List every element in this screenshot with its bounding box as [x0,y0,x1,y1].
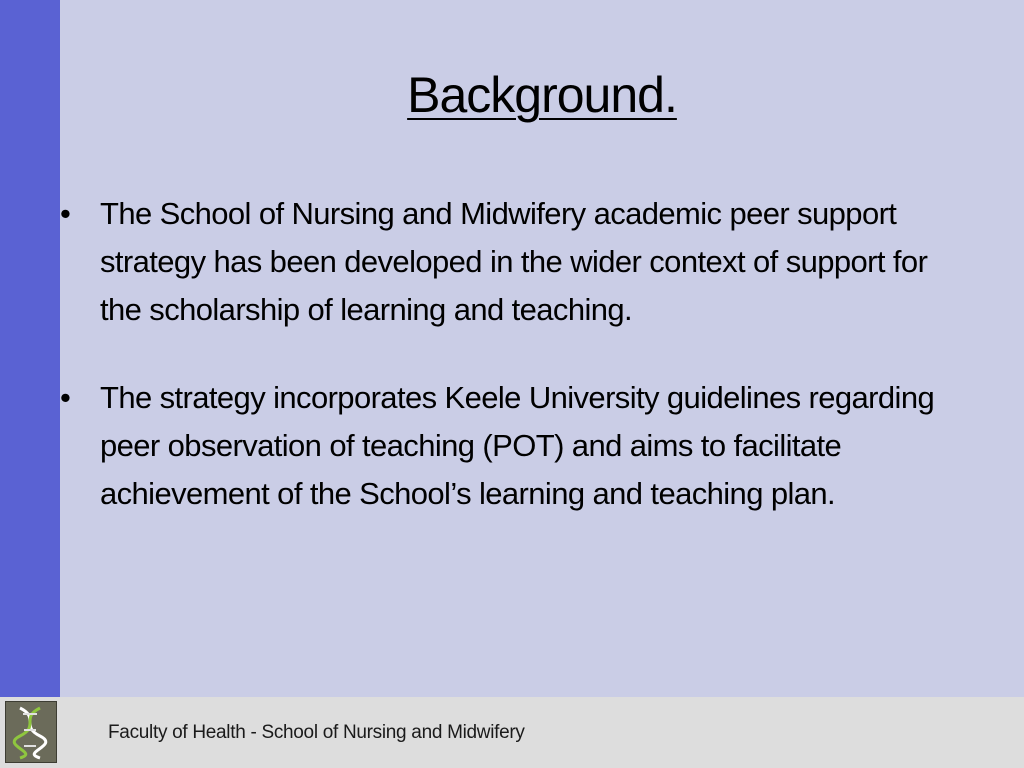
slide-content [60,0,1024,697]
bullet-list [60,190,960,518]
bullet-marker: • [60,380,71,415]
dna-helix-icon [5,701,57,763]
slide-footer [0,697,1024,768]
bullet-text: The School of Nursing and Midwifery academic peer support strategy has been developed in the wider context of support for the scholarship of learning and teaching. [100,196,928,327]
bullet-text: The strategy incorporates Keele University guidelines regarding peer observation of teaching (POT) and aims to facilitate achievement of the School’s learning and teaching plan. [100,380,935,511]
bullet-marker: • [60,196,71,231]
bullet-item [60,374,960,518]
side-accent-bar [0,0,60,697]
footer-label: Faculty of Health - School of Nursing and Midwifery [108,722,525,743]
slide-title: Background. [407,67,677,123]
bullet-item [60,190,960,334]
